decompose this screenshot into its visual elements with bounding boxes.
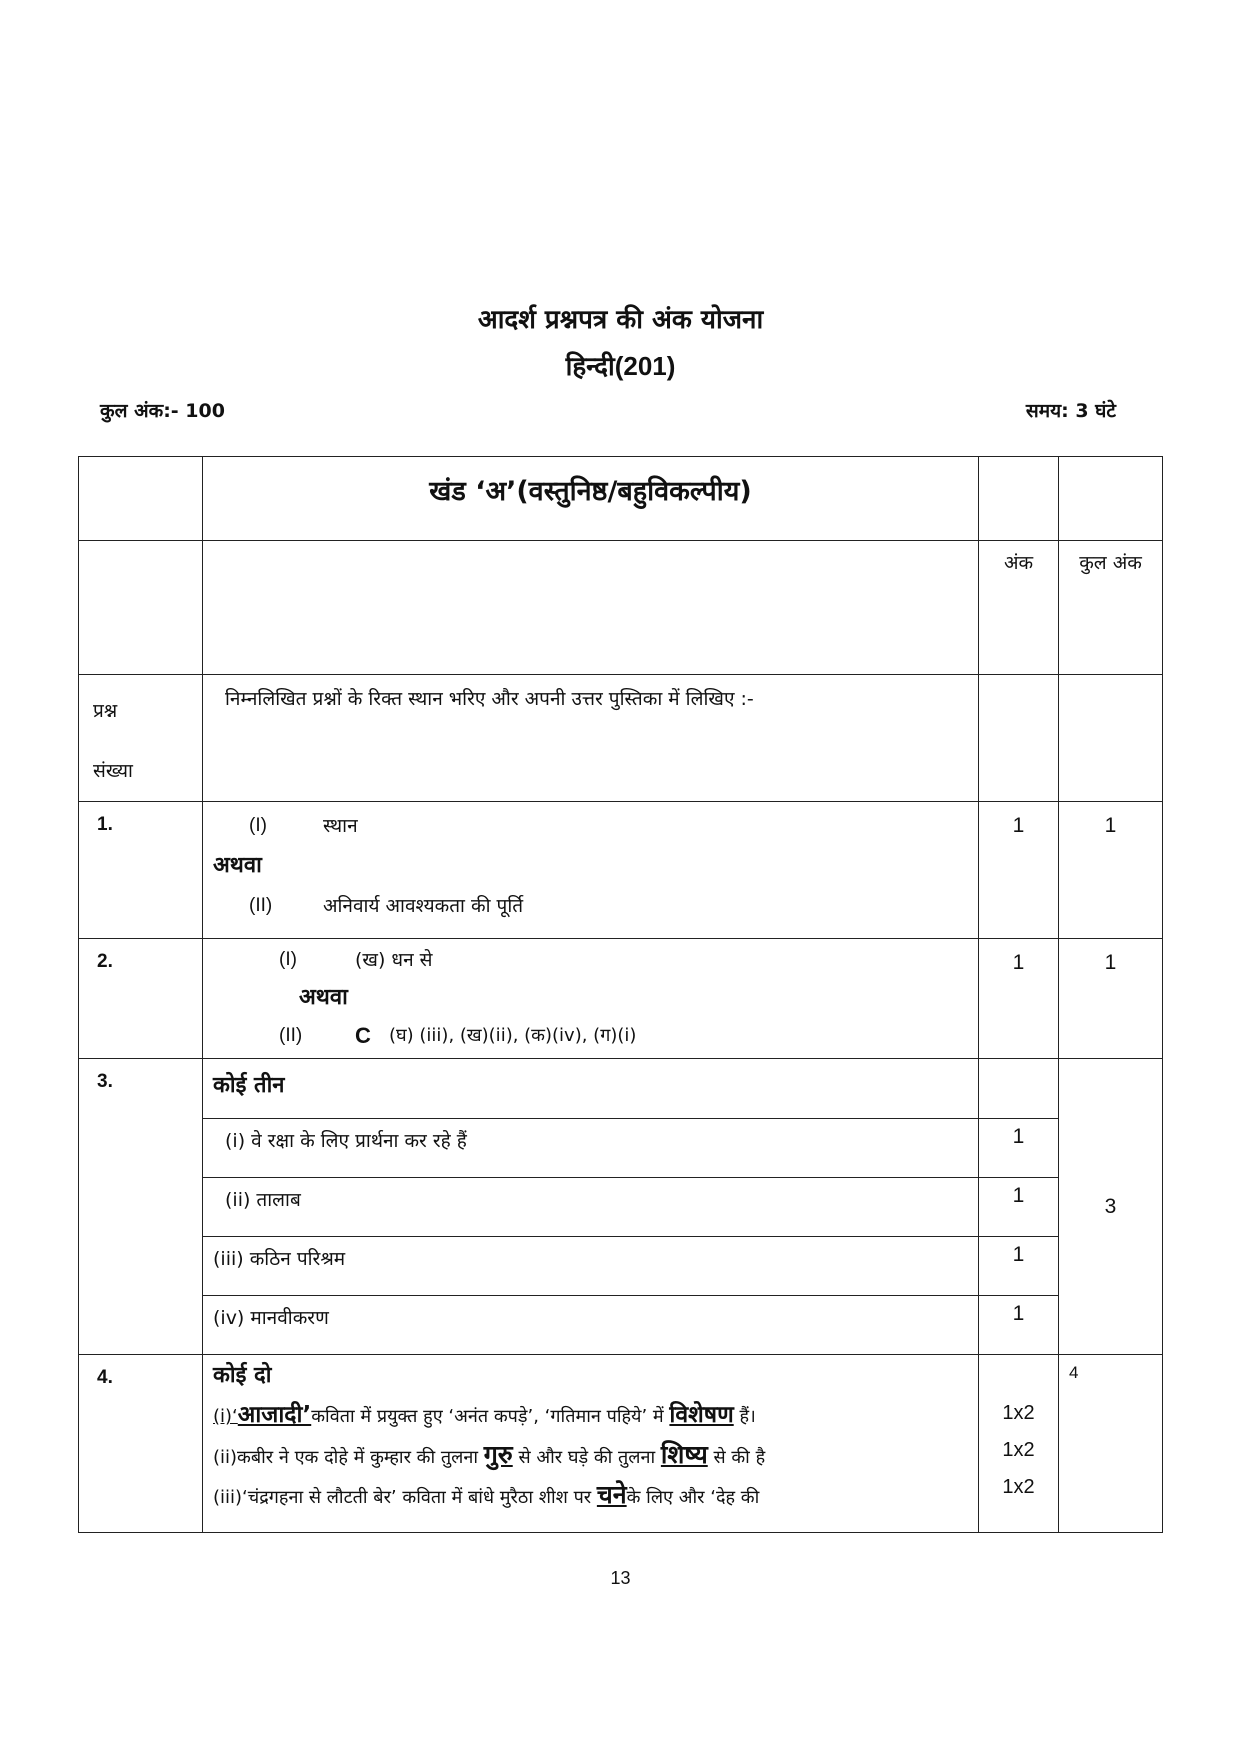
question-4-row: [79, 1355, 1163, 1533]
question-1-row: [79, 802, 1163, 939]
q4-l3-answer: चने: [596, 1480, 627, 1509]
q3-item-row: [79, 1296, 1163, 1355]
q2-b-option: C: [355, 1023, 371, 1048]
q4-marks-3: 1x2: [1002, 1476, 1035, 1498]
q4-l2-text: (ii)कबीर ने एक दोहे में कुम्हार की तुलना: [213, 1447, 484, 1468]
q4-l1-num: (i)‘: [213, 1406, 238, 1427]
time-allowed: समय: 3 घंटे: [1025, 400, 1116, 422]
q2-a-label: (I): [279, 949, 297, 970]
q2-number: 2.: [79, 939, 203, 1059]
q4-l1-word: आजादी’: [237, 1402, 312, 1428]
q1-number: 1.: [79, 802, 203, 939]
total-marks: कुल अंक:- 100: [100, 400, 225, 422]
q4-l2-answer-2: शिष्य: [660, 1440, 708, 1469]
question-3-heading-row: [79, 1059, 1163, 1119]
q4-l2-mid: से और घड़े की तुलना: [512, 1447, 661, 1468]
q3-heading: कोई तीन: [213, 1073, 285, 1098]
q3-item-3: (iii) कठिन परिश्रम: [203, 1237, 979, 1296]
q1-a-text: स्थान: [323, 815, 358, 837]
section-header-row: [79, 457, 1163, 541]
q3-item-1-marks: 1: [979, 1119, 1059, 1178]
q1-marks: 1: [979, 802, 1059, 939]
q1-or: अथवा: [213, 853, 262, 878]
q4-marks-1: 1x2: [1002, 1402, 1035, 1424]
q4-l2-end: से की है: [707, 1447, 766, 1468]
q3-item-row: [79, 1237, 1163, 1296]
marking-scheme-table: [78, 456, 1163, 1533]
col-marks-header: अंक: [979, 541, 1059, 675]
q3-number: 3.: [79, 1059, 203, 1355]
qno-label-line2: संख्या: [93, 760, 133, 782]
q3-item-1: (i) वे रक्षा के लिए प्रार्थना कर रहे हैं: [203, 1119, 979, 1178]
q3-item-4-marks: 1: [979, 1296, 1059, 1355]
col-total-header: कुल अंक: [1059, 541, 1163, 675]
q2-total: 1: [1059, 939, 1163, 1059]
q4-l3-text: (iii)‘चंद्रगहना से लौटती बेर’ कविता में बांधे मुरैठा शीश पर: [213, 1487, 597, 1508]
q4-l3-end: के लिए और ‘देह की: [626, 1487, 760, 1508]
q4-number: 4.: [79, 1355, 203, 1533]
column-header-row: [79, 541, 1163, 675]
q3-item-2-marks: 1: [979, 1178, 1059, 1237]
qno-label-line1: प्रश्न: [93, 700, 118, 722]
q4-heading: कोई दो: [213, 1363, 272, 1388]
subject-title: हिन्दी(201): [565, 351, 676, 381]
q2-a-text: (ख) धन से: [355, 949, 433, 971]
q4-l2-answer-1: गुरु: [483, 1440, 513, 1469]
q2-marks: 1: [979, 939, 1059, 1059]
q4-total: 4: [1059, 1355, 1163, 1533]
q2-b-text: (घ) (iii), (ख)(ii), (क)(iv), (ग)(i): [389, 1025, 637, 1046]
q4-marks-2: 1x2: [1002, 1439, 1035, 1461]
q2-or: अथवा: [299, 985, 348, 1010]
q3-total: 3: [1059, 1059, 1163, 1355]
question-2-row: [79, 939, 1163, 1059]
section-title: खंड ‘अ’(वस्तुनिष्ठ/बहुविकल्पीय): [203, 457, 979, 541]
q2-b-label: (II): [279, 1025, 303, 1046]
q3-item-3-marks: 1: [979, 1237, 1059, 1296]
q1-b-label: (II): [249, 895, 273, 916]
q3-item-row: [79, 1119, 1163, 1178]
q3-item-4: (iv) मानवीकरण: [203, 1296, 979, 1355]
q1-total: 1: [1059, 802, 1163, 939]
q1-a-label: (I): [249, 815, 267, 836]
q4-l1-text: कविता में प्रयुक्त हुए ‘अनंत कपड़े’, ‘गतिमान पहिये’ में: [311, 1406, 670, 1427]
q3-item-2: (ii) तालाब: [203, 1178, 979, 1237]
q4-l1-end: हैं।: [733, 1406, 756, 1427]
instruction-text: निम्नलिखित प्रश्नों के रिक्त स्थान भरिए और अपनी उत्तर पुस्तिका में लिखिए :-: [203, 675, 979, 802]
q1-b-text: अनिवार्य आवश्यकता की पूर्ति: [323, 895, 524, 917]
instruction-row: [79, 675, 1163, 802]
q4-l1-answer: विशेषण: [669, 1402, 734, 1428]
page-title: आदर्श प्रश्नपत्र की अंक योजना: [477, 305, 764, 335]
q3-item-row: [79, 1178, 1163, 1237]
page-number: 13: [610, 1568, 631, 1588]
